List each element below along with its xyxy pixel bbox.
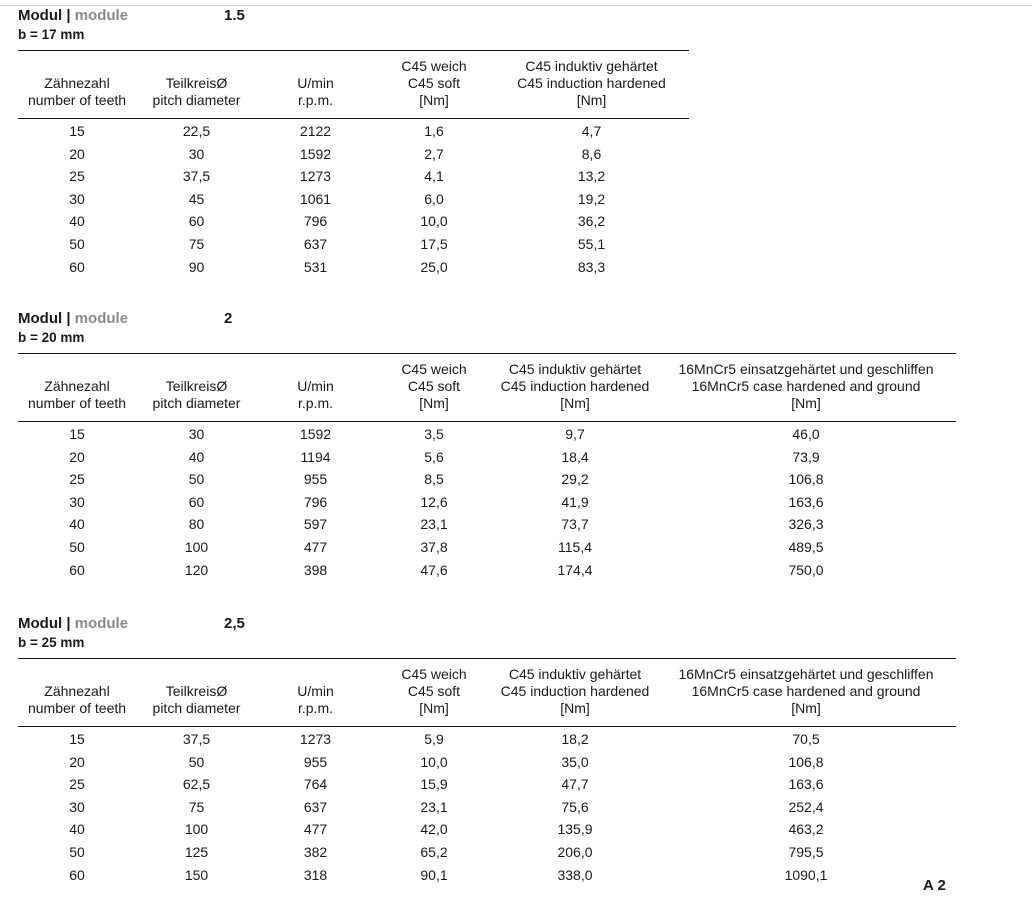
- table-cell: 62,5: [182, 776, 211, 793]
- module-value: 1.5: [224, 7, 245, 24]
- table-cell: 6,0: [424, 190, 444, 207]
- table-cell: 40: [188, 448, 205, 465]
- table-cell: 135,9: [557, 821, 593, 838]
- table-cell: 338,0: [557, 866, 593, 883]
- module-value: 2: [224, 310, 233, 327]
- page-number: A 2: [923, 877, 946, 894]
- col-header-16mncr5: 16MnCr5 einsatzgehärtet und geschliffen 16MnCr5 case hardened and ground [Nm]: [656, 354, 956, 422]
- table-cell: 80: [188, 516, 205, 533]
- table-row: [18, 841, 956, 864]
- table-cell: 15: [69, 123, 85, 139]
- table-cell: 30: [69, 493, 85, 510]
- table-cell: 326,3: [788, 516, 824, 533]
- table-cell: 1194: [300, 448, 331, 465]
- modul-label: [18, 6, 128, 26]
- table-cell: 637: [303, 798, 328, 815]
- table-cell: 174,4: [557, 561, 593, 578]
- section-header: [18, 309, 956, 345]
- table-row: [18, 165, 689, 188]
- table-cell: 50: [188, 471, 205, 488]
- module-section-2-5: [18, 614, 956, 886]
- table-header-row: [18, 659, 956, 727]
- table-cell: 75: [188, 798, 205, 815]
- table-cell: 90,1: [420, 866, 448, 883]
- table-cell: 1061: [299, 190, 332, 207]
- table-row: [18, 491, 956, 514]
- table-cell: 35,0: [561, 753, 589, 770]
- table-cell: 73,7: [561, 516, 589, 533]
- col-header-rpm: U/min r.p.m.: [257, 354, 374, 422]
- table-cell: 30: [188, 145, 205, 162]
- table-cell: 55,1: [577, 235, 606, 252]
- table-cell: 37,8: [420, 538, 448, 555]
- table-cell: 2,7: [424, 145, 444, 162]
- table-cell: 3,5: [424, 426, 444, 442]
- torque-table: [18, 658, 956, 886]
- col-header-c45-induction: C45 induktiv gehärtet C45 induction hardened [Nm]: [494, 354, 656, 422]
- table-cell: 318: [303, 866, 328, 883]
- modul-label-en: module: [74, 310, 129, 327]
- table-row: [18, 773, 956, 796]
- col-header-teeth: Zähnezahl number of teeth: [18, 51, 136, 119]
- table-cell: 20: [69, 753, 85, 770]
- section-header: [18, 614, 956, 650]
- table-row: [18, 468, 956, 491]
- table-row: [18, 751, 956, 774]
- table-cell: 10,0: [420, 753, 448, 770]
- table-cell: 30: [69, 190, 85, 207]
- table-cell: 206,0: [557, 843, 593, 860]
- table-cell: 41,9: [561, 493, 589, 510]
- table-cell: 20: [69, 448, 85, 465]
- table-cell: 18,2: [561, 731, 589, 747]
- module-value: 2,5: [224, 615, 245, 632]
- table-cell: 22,5: [182, 123, 211, 139]
- table-cell: 8,5: [424, 471, 444, 488]
- table-cell: 40: [69, 213, 85, 230]
- table-row: [18, 536, 956, 559]
- table-cell: 50: [69, 235, 85, 252]
- tooth-width: b = 17 mm: [18, 27, 85, 42]
- table-cell: 47,6: [420, 561, 448, 578]
- col-header-c45-soft: C45 weich C45 soft [Nm]: [374, 354, 494, 422]
- modul-label: [18, 309, 128, 329]
- table-cell: 20: [69, 145, 85, 162]
- table-row: [18, 818, 956, 841]
- modul-label-de: Modul: [18, 615, 63, 632]
- table-cell: 30: [69, 798, 85, 815]
- table-row: [18, 210, 689, 233]
- modul-label-de: Modul: [18, 310, 63, 327]
- table-cell: 1592: [299, 145, 332, 162]
- table-cell: 125: [184, 843, 209, 860]
- table-cell: 489,5: [788, 538, 824, 555]
- table-cell: 70,5: [792, 731, 820, 747]
- col-header-teeth: Zähnezahl number of teeth: [18, 659, 136, 727]
- table-cell: 60: [69, 561, 85, 578]
- table-row: [18, 256, 689, 279]
- table-cell: 37,5: [182, 731, 211, 747]
- table-cell: 382: [303, 843, 328, 860]
- table-cell: 764: [303, 776, 328, 793]
- table-cell: 531: [303, 258, 328, 275]
- table-cell: 17,5: [420, 235, 448, 252]
- modul-separator: |: [66, 615, 71, 632]
- table-cell: 120: [184, 561, 209, 578]
- table-cell: 477: [303, 821, 328, 838]
- table-cell: 4,7: [581, 123, 602, 139]
- col-header-16mncr5: 16MnCr5 einsatzgehärtet und geschliffen 16MnCr5 case hardened and ground [Nm]: [656, 659, 956, 727]
- table-cell: 60: [69, 258, 85, 275]
- col-header-pitch: TeilkreisØ pitch diameter: [136, 354, 257, 422]
- table-cell: 73,9: [792, 448, 820, 465]
- table-cell: 50: [69, 843, 85, 860]
- table-cell: 10,0: [420, 213, 448, 230]
- table-cell: 477: [303, 538, 328, 555]
- table-cell: 50: [188, 753, 205, 770]
- table-cell: 23,1: [420, 798, 448, 815]
- module-section-2: [18, 309, 956, 581]
- table-cell: 2122: [299, 123, 332, 139]
- table-row: [18, 233, 689, 256]
- table-cell: 795,5: [788, 843, 824, 860]
- table-cell: 8,6: [581, 145, 602, 162]
- col-header-rpm: U/min r.p.m.: [257, 659, 374, 727]
- table-row: [18, 188, 689, 211]
- table-cell: 106,8: [788, 471, 824, 488]
- table-cell: 50: [69, 538, 85, 555]
- table-cell: 115,4: [558, 538, 592, 555]
- table-cell: 75: [188, 235, 205, 252]
- table-row: [18, 143, 689, 166]
- table-cell: 45: [188, 190, 205, 207]
- col-header-teeth: Zähnezahl number of teeth: [18, 354, 136, 422]
- tooth-width: b = 25 mm: [18, 635, 85, 650]
- table-row: [18, 513, 956, 536]
- col-header-pitch: TeilkreisØ pitch diameter: [136, 659, 257, 727]
- table-cell: 15: [69, 426, 85, 442]
- table-cell: 100: [184, 821, 209, 838]
- torque-table: [18, 50, 689, 278]
- table-row: [18, 559, 956, 582]
- torque-table: [18, 353, 956, 581]
- table-cell: 1273: [299, 731, 332, 747]
- table-cell: 955: [303, 753, 328, 770]
- table-cell: 30: [188, 426, 205, 442]
- table-row: [18, 119, 689, 143]
- section-header: [18, 6, 689, 42]
- table-cell: 83,3: [577, 258, 606, 275]
- table-cell: 106,8: [788, 753, 824, 770]
- table-cell: 25: [69, 471, 85, 488]
- table-header-row: [18, 51, 689, 119]
- table-cell: 18,4: [561, 448, 589, 465]
- table-cell: 12,6: [420, 493, 448, 510]
- table-cell: 37,5: [182, 168, 211, 185]
- table-cell: 5,6: [424, 448, 444, 465]
- table-cell: 637: [303, 235, 328, 252]
- table-cell: 100: [184, 538, 209, 555]
- col-header-c45-soft: C45 weich C45 soft [Nm]: [374, 659, 494, 727]
- table-cell: 65,2: [420, 843, 448, 860]
- table-cell: 150: [184, 866, 209, 883]
- table-cell: 36,2: [577, 213, 606, 230]
- col-header-c45-induction: C45 induktiv gehärtet C45 induction hardened [Nm]: [494, 51, 689, 119]
- table-cell: 25,0: [420, 258, 448, 275]
- table-cell: 1273: [299, 168, 332, 185]
- col-header-pitch: TeilkreisØ pitch diameter: [136, 51, 257, 119]
- table-cell: 40: [69, 516, 85, 533]
- table-cell: 750,0: [788, 561, 824, 578]
- table-row: [18, 727, 956, 751]
- table-cell: 5,9: [424, 731, 444, 747]
- table-cell: 42,0: [420, 821, 448, 838]
- table-cell: 46,0: [792, 426, 820, 442]
- table-cell: 163,6: [788, 493, 824, 510]
- table-cell: 1,6: [424, 123, 444, 139]
- table-cell: 163,6: [788, 776, 824, 793]
- table-cell: 13,2: [577, 168, 606, 185]
- table-cell: 1090,1: [784, 866, 828, 883]
- table-row: [18, 446, 956, 469]
- table-cell: 60: [188, 213, 205, 230]
- table-cell: 60: [188, 493, 205, 510]
- modul-separator: |: [66, 7, 71, 24]
- modul-label-en: module: [74, 615, 129, 632]
- table-cell: 29,2: [561, 471, 589, 488]
- table-cell: 19,2: [577, 190, 606, 207]
- table-cell: 23,1: [420, 516, 448, 533]
- table-cell: 398: [303, 561, 328, 578]
- table-cell: 796: [303, 493, 328, 510]
- table-row: [18, 796, 956, 819]
- table-cell: 1592: [299, 426, 332, 442]
- table-header-row: [18, 354, 956, 422]
- table-cell: 9,7: [565, 426, 585, 442]
- col-header-c45-soft: C45 weich C45 soft [Nm]: [374, 51, 494, 119]
- table-cell: 796: [303, 213, 328, 230]
- table-cell: 47,7: [561, 776, 589, 793]
- module-section-1-5: [18, 6, 689, 278]
- table-cell: 955: [303, 471, 328, 488]
- col-header-c45-induction: C45 induktiv gehärtet C45 induction hardened [Nm]: [494, 659, 656, 727]
- table-cell: 75,6: [561, 798, 589, 815]
- table-cell: 90: [188, 258, 205, 275]
- table-row: [18, 422, 956, 446]
- table-cell: 60: [69, 866, 85, 883]
- table-cell: 4,1: [424, 168, 444, 185]
- modul-separator: |: [66, 310, 71, 327]
- tooth-width: b = 20 mm: [18, 330, 85, 345]
- table-cell: 252,4: [788, 798, 824, 815]
- modul-label: [18, 614, 128, 634]
- table-cell: 40: [69, 821, 85, 838]
- col-header-rpm: U/min r.p.m.: [257, 51, 374, 119]
- table-cell: 463,2: [788, 821, 824, 838]
- modul-label-de: Modul: [18, 7, 63, 24]
- table-cell: 25: [69, 776, 85, 793]
- table-cell: 15: [69, 731, 85, 747]
- table-cell: 15,9: [420, 776, 448, 793]
- table-cell: 597: [303, 516, 328, 533]
- table-cell: 25: [69, 168, 85, 185]
- table-row: [18, 864, 956, 887]
- modul-label-en: module: [74, 7, 129, 24]
